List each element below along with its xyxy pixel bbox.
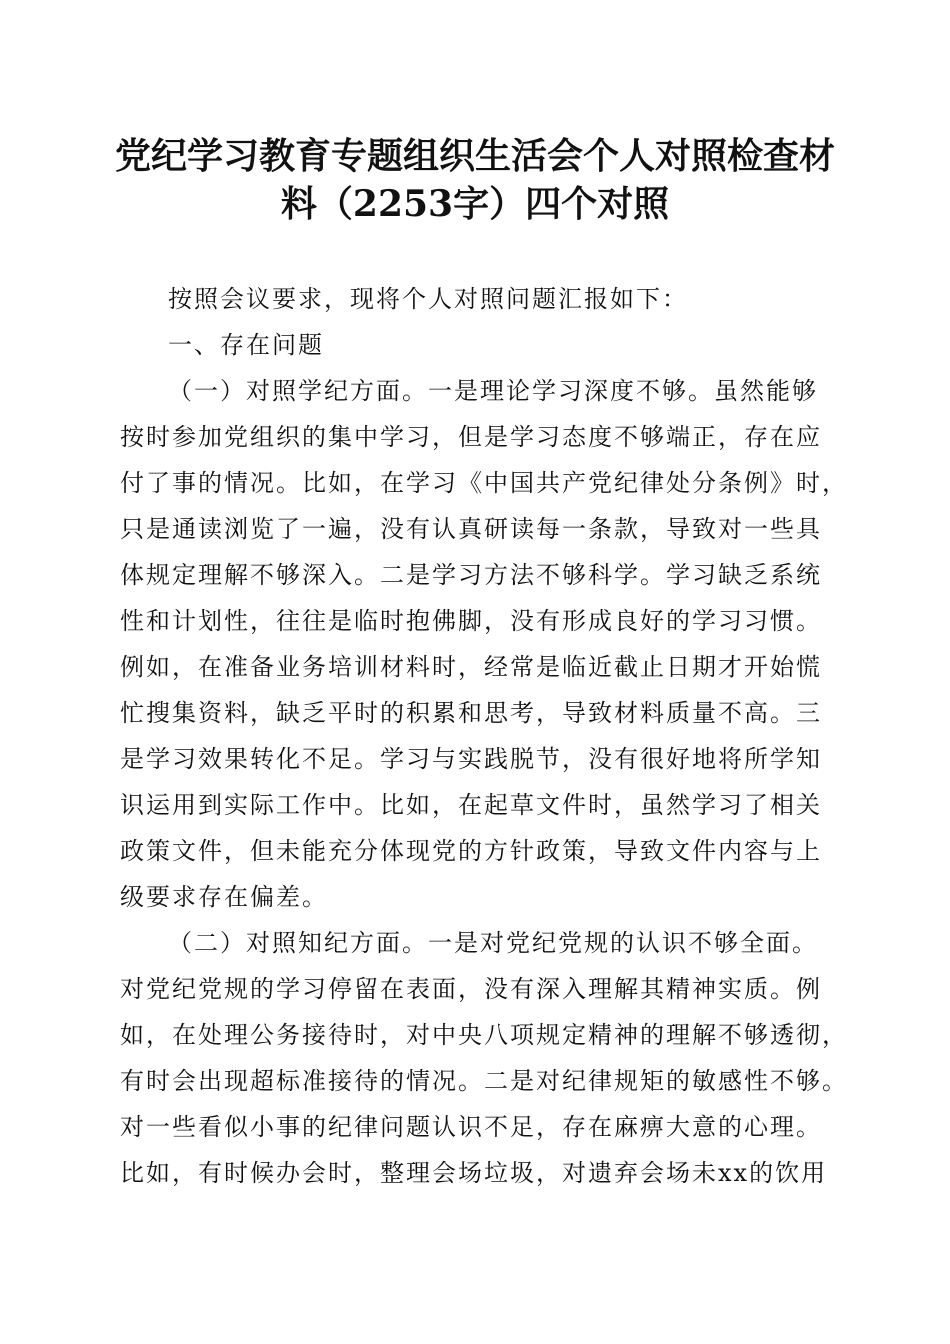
text-line: 只是通读浏览了一遍，没有认真研读每一条款，导致对一些具 <box>120 515 822 543</box>
text-line: （一）对照学纪方面。一是理论学习深度不够。虽然能够 <box>168 377 818 405</box>
text-line: 例如，在准备业务培训材料时，经常是临近截止日期才开始慌 <box>120 653 822 681</box>
title-line: 料（2253字）四个对照 <box>280 183 670 225</box>
section-heading: 一、存在问题 <box>168 331 324 359</box>
text-line: 比如，有时候办会时，整理会场垃圾，对遗弃会场未xx的饮用 <box>120 1159 828 1187</box>
text-line: 如，在处理公务接待时，对中央八项规定精神的理解不够透彻， <box>120 1021 848 1049</box>
text-line: 体规定理解不够深入。二是学习方法不够科学。学习缺乏系统 <box>120 561 822 589</box>
text-line: 按时参加党组织的集中学习，但是学习态度不够端正，存在应 <box>120 423 822 451</box>
text-line: 有时会出现超标准接待的情况。二是对纪律规矩的敏感性不够。 <box>120 1067 848 1095</box>
document-title <box>100 132 850 228</box>
text-line: 是学习效果转化不足。学习与实践脱节，没有很好地将所学知 <box>120 745 822 773</box>
paragraph-2 <box>120 920 848 1196</box>
text-line: 级要求存在偏差。 <box>120 883 328 911</box>
text-line: 对一些看似小事的纪律问题认识不足，存在麻痹大意的心理。 <box>120 1113 822 1141</box>
text-line: （二）对照知纪方面。一是对党纪党规的认识不够全面。 <box>168 929 818 957</box>
text-line: 性和计划性，往往是临时抱佛脚，没有形成良好的学习习惯。 <box>120 607 822 635</box>
intro-paragraph: 按照会议要求，现将个人对照问题汇报如下： <box>168 285 688 313</box>
text-line: 识运用到实际工作中。比如，在起草文件时，虽然学习了相关 <box>120 791 822 819</box>
paragraph-1 <box>120 368 848 920</box>
title-line: 党纪学习教育专题组织生活会个人对照检查材 <box>114 135 835 177</box>
document-body <box>120 276 848 1196</box>
text-line: 对党纪党规的学习停留在表面，没有深入理解其精神实质。例 <box>120 975 822 1003</box>
text-line: 忙搜集资料，缺乏平时的积累和思考，导致材料质量不高。三 <box>120 699 822 727</box>
text-line: 政策文件，但未能充分体现党的方针政策，导致文件内容与上 <box>120 837 822 865</box>
text-line: 付了事的情况。比如，在学习《中国共产党纪律处分条例》时， <box>120 469 848 497</box>
